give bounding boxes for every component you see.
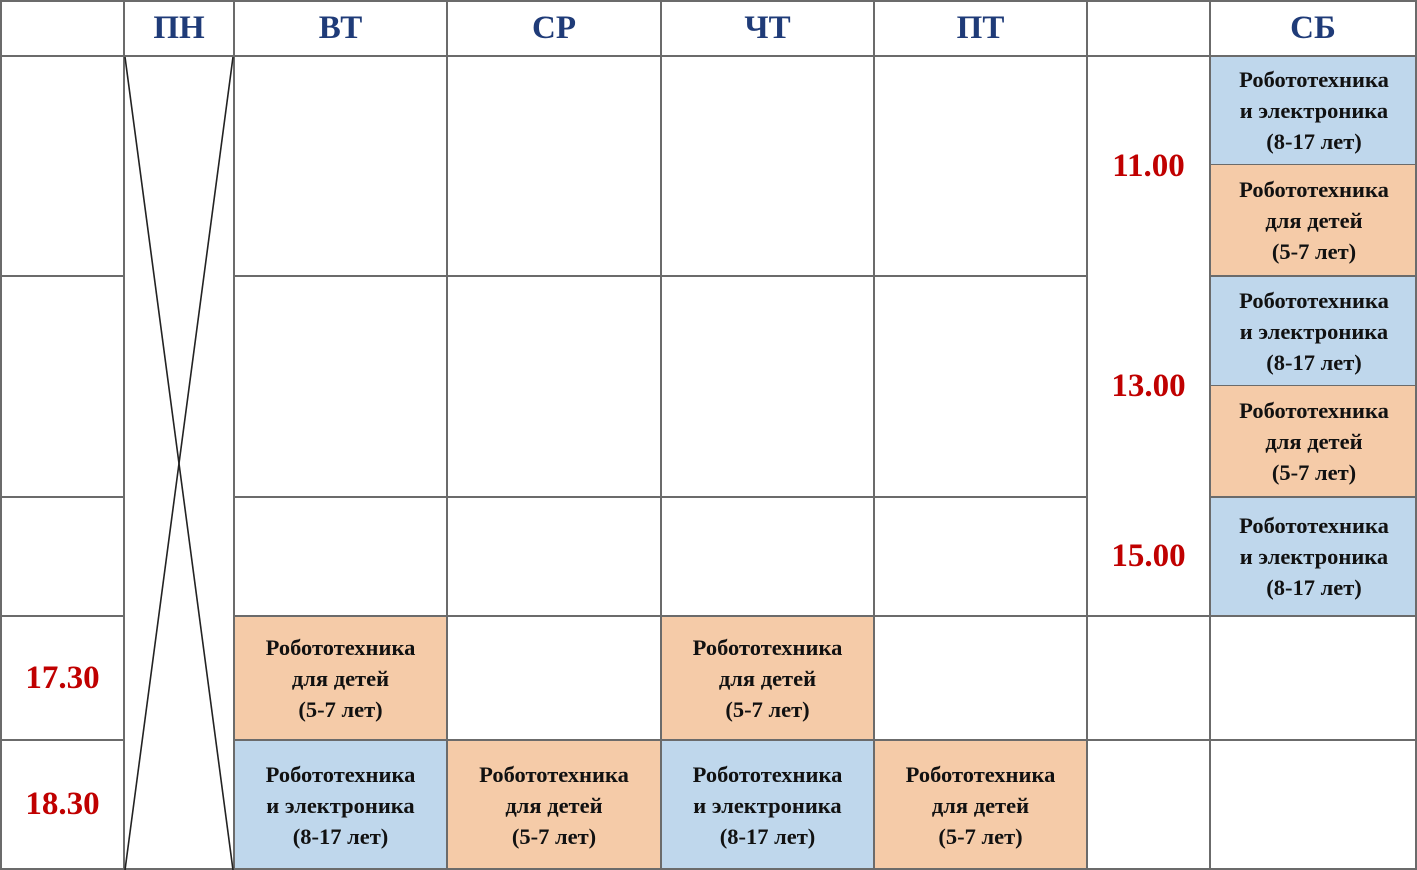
header-tue: ВТ [318, 9, 363, 46]
class-age: (8-17 лет) [292, 824, 389, 849]
class-age: (8-17 лет) [1266, 129, 1362, 154]
class-age: (8-17 лет) [1266, 349, 1362, 375]
class-subtitle: для детей [1265, 428, 1363, 454]
class-title: Робототехника [692, 762, 843, 787]
class-age: (5-7 лет) [938, 824, 1023, 849]
class-subtitle: и электроника [266, 793, 415, 818]
class-age: (5-7 лет) [511, 824, 597, 849]
class-title: Робототехника [1239, 513, 1389, 538]
class-title: Робототехника [1239, 287, 1389, 313]
class-age: (5-7 лет) [1271, 459, 1357, 485]
class-subtitle: и электроника [1239, 98, 1389, 123]
class-title: Робототехника [1239, 67, 1389, 92]
header-mon: ПН [153, 9, 205, 46]
class-age: (5-7 лет) [298, 696, 383, 722]
class-subtitle: для детей [718, 665, 817, 691]
class-subtitle: и электроника [1239, 318, 1389, 344]
class-subtitle: для детей [1265, 207, 1363, 233]
class-age: (5-7 лет) [1271, 238, 1357, 264]
class-subtitle: для детей [291, 665, 390, 691]
header-fri: ПТ [956, 9, 1005, 46]
class-age: (8-17 лет) [719, 824, 816, 849]
class-title: Робототехника [265, 634, 416, 660]
class-age: (5-7 лет) [725, 696, 810, 722]
time-1100: 11.00 [1112, 147, 1185, 184]
class-subtitle: для детей [931, 793, 1030, 818]
class-title: Робототехника [479, 762, 629, 787]
class-subtitle: и электроника [693, 793, 842, 818]
class-subtitle: для детей [505, 793, 603, 818]
header-thu: ЧТ [744, 9, 791, 46]
time-1830: 18.30 [25, 786, 100, 822]
class-age: (8-17 лет) [1266, 575, 1362, 600]
time-1500: 15.00 [1111, 538, 1186, 574]
time-1730: 17.30 [25, 659, 100, 696]
class-title: Робототехника [905, 762, 1056, 787]
time-1300: 13.00 [1111, 368, 1186, 404]
class-title: Робототехника [1239, 397, 1389, 423]
class-title: Робототехника [692, 634, 843, 660]
class-title: Робототехника [1239, 176, 1389, 202]
header-wed: СР [532, 9, 576, 46]
class-title: Робототехника [265, 762, 416, 787]
class-subtitle: и электроника [1239, 544, 1389, 569]
header-sat: СБ [1290, 9, 1336, 46]
